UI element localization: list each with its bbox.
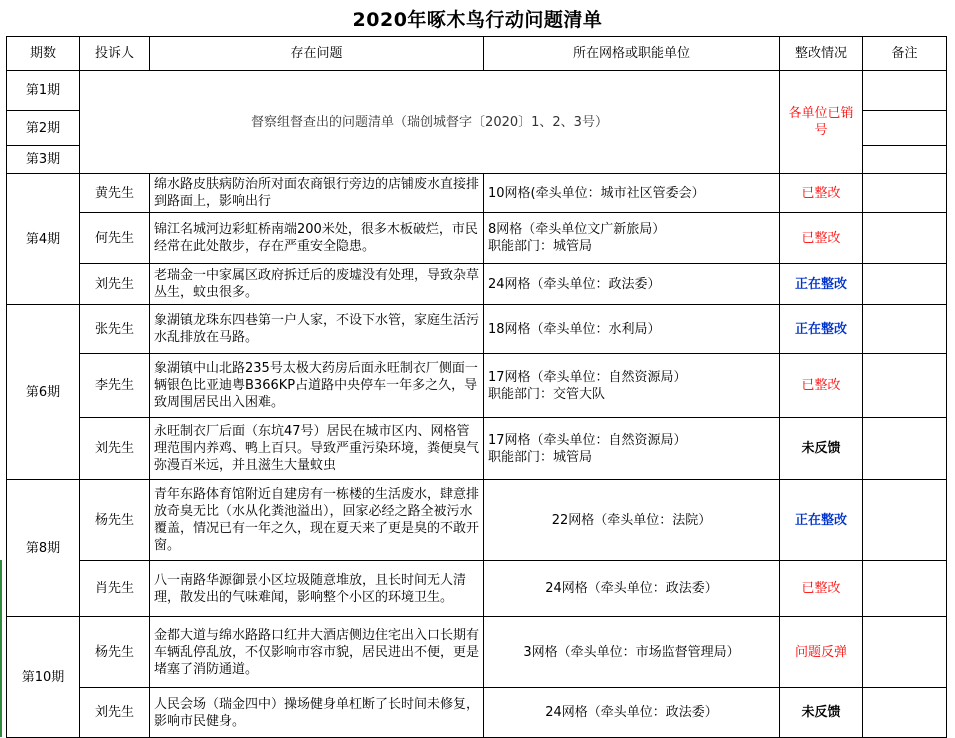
issue-table: [6, 36, 947, 738]
issue-cell[interactable]: 老瑞金一中家属区政府拆迁后的废墟没有处理，导致杂草丛生，蚊虫很多。: [150, 264, 484, 305]
remark-cell[interactable]: [863, 111, 947, 146]
complainant-cell[interactable]: 杨先生: [80, 480, 150, 561]
period-cell[interactable]: 第3期: [7, 146, 80, 174]
header-complainant[interactable]: 投诉人: [80, 37, 150, 71]
status-cell[interactable]: 未反馈: [780, 688, 863, 738]
header-row: [7, 37, 947, 71]
unit-cell[interactable]: 24网格（牵头单位：政法委）: [484, 264, 780, 305]
table-row: [7, 688, 947, 738]
remark-cell[interactable]: [863, 617, 947, 688]
remark-cell[interactable]: [863, 71, 947, 111]
remark-cell[interactable]: [863, 213, 947, 264]
period-cell[interactable]: 第10期: [7, 617, 80, 738]
period-cell[interactable]: 第6期: [7, 305, 80, 480]
period-cell[interactable]: 第8期: [7, 480, 80, 617]
complainant-cell[interactable]: 李先生: [80, 354, 150, 418]
issue-cell[interactable]: 八一南路华源御景小区垃圾随意堆放，且长时间无人清理，散发出的气味难闻，影响整个小区的环境卫生。: [150, 561, 484, 617]
table-row: [7, 264, 947, 305]
table-row: [7, 174, 947, 213]
status-cell[interactable]: 正在整改: [780, 305, 863, 354]
header-issue[interactable]: 存在问题: [150, 37, 484, 71]
sheet-title: 2020年啄木鸟行动问题清单: [352, 8, 603, 31]
remark-cell[interactable]: [863, 354, 947, 418]
period-cell[interactable]: 第2期: [7, 111, 80, 146]
unit-cell[interactable]: 24网格（牵头单位：政法委）: [484, 688, 780, 738]
remark-cell[interactable]: [863, 418, 947, 480]
complainant-cell[interactable]: 肖先生: [80, 561, 150, 617]
remark-cell[interactable]: [863, 264, 947, 305]
issue-cell[interactable]: 青年东路体育馆附近自建房有一栋楼的生活废水，肆意排放奇臭无比（水从化粪池溢出），回家必经之路全被污水覆盖，情况已有一年之久，现在夏天来了更是臭的不敢开窗。: [150, 480, 484, 561]
table-row: [7, 305, 947, 354]
period-cell[interactable]: 第1期: [7, 71, 80, 111]
issue-cell[interactable]: 永旺制衣厂后面（东坑47号）居民在城市区内、网格管理范围内养鸡、鸭上百只。导致严重污染环境，粪便臭气弥漫百米远，并且滋生大量蚊虫: [150, 418, 484, 480]
table-row: [7, 418, 947, 480]
merged-issue-cell[interactable]: 督察组督查出的问题清单（瑞创城督字〔2020〕1、2、3号）: [80, 71, 780, 174]
unit-cell[interactable]: 24网格（牵头单位：政法委）: [484, 561, 780, 617]
status-cell[interactable]: 已整改: [780, 213, 863, 264]
status-cell[interactable]: 正在整改: [780, 264, 863, 305]
issue-cell[interactable]: 人民会场（瑞金四中）操场健身单杠断了长时间未修复，影响市民健身。: [150, 688, 484, 738]
table-row: [7, 480, 947, 561]
header-period[interactable]: 期数: [7, 37, 80, 71]
issue-cell[interactable]: 象湖镇龙珠东四巷第一户人家，不设下水管，家庭生活污水乱排放在马路。: [150, 305, 484, 354]
header-remark[interactable]: 备注: [863, 37, 947, 71]
status-cell[interactable]: 正在整改: [780, 480, 863, 561]
remark-cell[interactable]: [863, 561, 947, 617]
complainant-cell[interactable]: 刘先生: [80, 264, 150, 305]
remark-cell[interactable]: [863, 305, 947, 354]
table-row: [7, 213, 947, 264]
unit-cell[interactable]: 3网格（牵头单位：市场监督管理局）: [484, 617, 780, 688]
remark-cell[interactable]: [863, 480, 947, 561]
status-cell[interactable]: 问题反弹: [780, 617, 863, 688]
complainant-cell[interactable]: 刘先生: [80, 418, 150, 480]
remark-cell[interactable]: [863, 688, 947, 738]
table-row: [7, 354, 947, 418]
header-unit[interactable]: 所在网格或职能单位: [484, 37, 780, 71]
unit-cell[interactable]: 22网格（牵头单位：法院）: [484, 480, 780, 561]
status-cell[interactable]: 已整改: [780, 174, 863, 213]
unit-cell[interactable]: 17网格（牵头单位：自然资源局） 职能部门：城管局: [484, 418, 780, 480]
complainant-cell[interactable]: 刘先生: [80, 688, 150, 738]
unit-cell[interactable]: 18网格（牵头单位：水利局）: [484, 305, 780, 354]
complainant-cell[interactable]: 杨先生: [80, 617, 150, 688]
remark-cell[interactable]: [863, 146, 947, 174]
table-row: [7, 561, 947, 617]
complainant-cell[interactable]: 何先生: [80, 213, 150, 264]
status-cell[interactable]: 各单位已销号: [780, 71, 863, 174]
status-cell[interactable]: 已整改: [780, 561, 863, 617]
table-row: [7, 71, 947, 111]
status-cell[interactable]: 未反馈: [780, 418, 863, 480]
header-status[interactable]: 整改情况: [780, 37, 863, 71]
table-row: [7, 617, 947, 688]
unit-cell[interactable]: 8网格（牵头单位文广新旅局） 职能部门：城管局: [484, 213, 780, 264]
issue-cell[interactable]: 象湖镇中山北路235号太极大药房后面永旺制衣厂侧面一辆银色比亚迪粤B366KP占道路中央停车一年多之久，导致周围居民出入困难。: [150, 354, 484, 418]
selection-edge-marker: [0, 560, 2, 737]
period-cell[interactable]: 第4期: [7, 174, 80, 305]
status-cell[interactable]: 已整改: [780, 354, 863, 418]
unit-cell[interactable]: 17网格（牵头单位：自然资源局） 职能部门：交管大队: [484, 354, 780, 418]
unit-cell[interactable]: 10网格(牵头单位：城市社区管委会）: [484, 174, 780, 213]
remark-cell[interactable]: [863, 174, 947, 213]
issue-cell[interactable]: 金都大道与绵水路路口红井大酒店侧边住宅出入口长期有车辆乱停乱放，不仅影响市容市貌，居民进出不便，更是堵塞了消防通道。: [150, 617, 484, 688]
complainant-cell[interactable]: 黄先生: [80, 174, 150, 213]
complainant-cell[interactable]: 张先生: [80, 305, 150, 354]
issue-cell[interactable]: 锦江名城河边彩虹桥南端200米处，很多木板破烂，市民经常在此处散步，存在严重安全隐患。: [150, 213, 484, 264]
issue-cell[interactable]: 绵水路皮肤病防治所对面农商银行旁边的店铺废水直接排到路面上，影响出行: [150, 174, 484, 213]
